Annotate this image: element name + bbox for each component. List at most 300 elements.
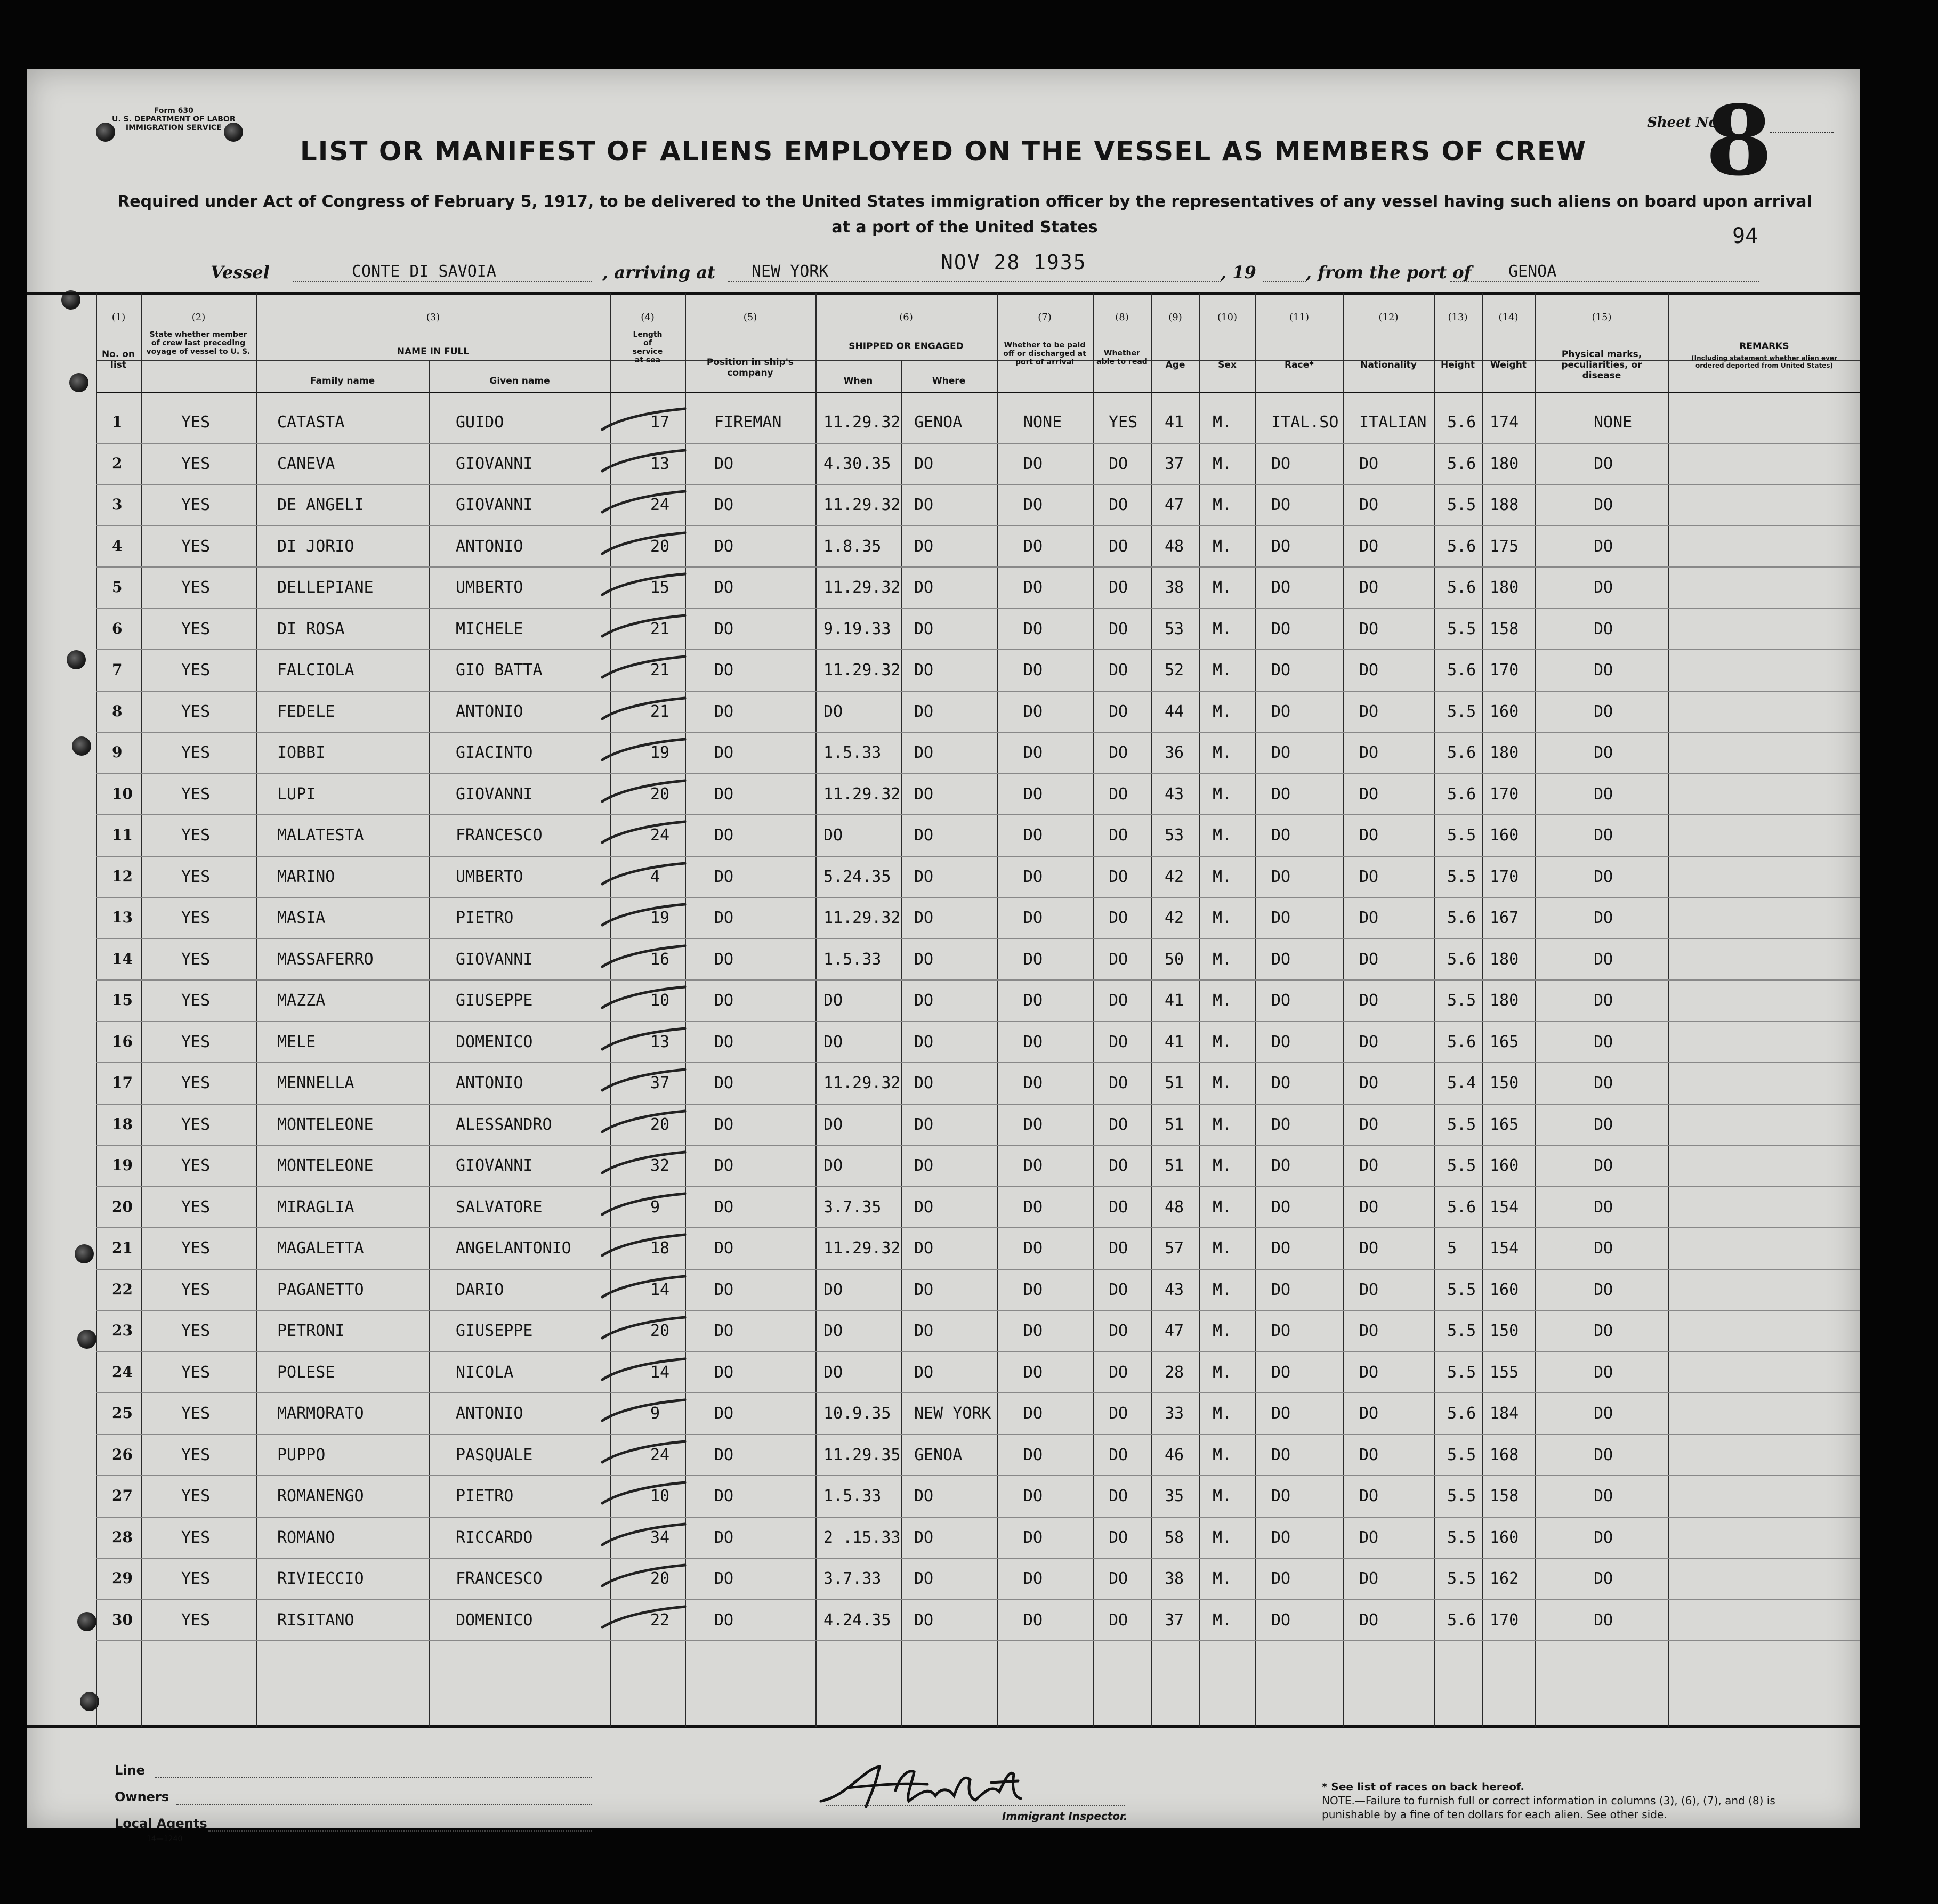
height-cell: 5.5 (1447, 867, 1476, 886)
service-cell: 10 (650, 991, 670, 1010)
weight-cell: 160 (1490, 1156, 1519, 1175)
col-header-race: Race* (1284, 360, 1314, 370)
race-cell: DO (1271, 661, 1291, 679)
height-cell: 5.6 (1447, 784, 1476, 804)
given-name-cell: GIUSEPPE (456, 991, 533, 1010)
pencil-check-mark (597, 984, 688, 1016)
position-cell: DO (714, 1156, 734, 1175)
family-name-cell: MASSAFERRO (277, 950, 374, 969)
shipped-where-cell: DO (914, 826, 934, 845)
voyage-cell: YES (181, 1569, 211, 1588)
given-name-cell: ANTONIO (456, 1404, 523, 1423)
col-number: (8) (1115, 312, 1129, 323)
shipped-when-cell: 1.5.33 (823, 743, 882, 762)
able-to-read-cell: DO (1109, 1445, 1128, 1464)
height-cell: 5.5 (1447, 1280, 1476, 1299)
shipped-when-cell: DO (823, 826, 843, 845)
page-subtitle: Required under Act of Congress of February 5, 1917, to be delivered to the United States immigration officer by the representatives of any vessel having such aliens on board upon arrival at a port of the United States (117, 192, 1812, 237)
service-cell: 16 (650, 950, 670, 969)
table-row (27, 1063, 1860, 1104)
shipped-when-cell: 9.19.33 (823, 619, 891, 638)
service-cell: 13 (650, 454, 670, 473)
from-dotline (1450, 281, 1759, 282)
col-header-no: No. on list (101, 349, 135, 370)
height-cell: 5.6 (1447, 909, 1476, 927)
able-to-read-cell: DO (1109, 619, 1128, 638)
races-note: * See list of races on back hereof. (1322, 1780, 1525, 1793)
nationality-cell: DO (1359, 1610, 1379, 1630)
no-cell: 5 (112, 578, 123, 596)
given-name-cell: ANTONIO (456, 537, 523, 556)
marks-cell: DO (1594, 702, 1613, 721)
sex-cell: M. (1213, 1569, 1232, 1588)
col-header-nationality: Nationality (1360, 360, 1417, 370)
able-to-read-cell: DO (1109, 1363, 1128, 1382)
service-cell: 20 (650, 1569, 670, 1588)
family-name-cell: CANEVA (277, 454, 335, 473)
table-row (27, 1187, 1860, 1228)
table-row (27, 402, 1860, 443)
table-row (27, 1559, 1860, 1599)
given-name-cell: GIOVANNI (456, 1156, 533, 1175)
height-cell: 5.6 (1447, 578, 1476, 597)
nationality-cell: DO (1359, 619, 1379, 638)
marks-cell: DO (1594, 1322, 1613, 1340)
height-cell: 5.6 (1447, 1404, 1476, 1423)
weight-cell: 158 (1490, 619, 1519, 638)
race-cell: DO (1271, 1445, 1291, 1464)
shipped-where-cell: DO (914, 1322, 934, 1340)
service-cell: 9 (650, 1404, 660, 1423)
inspector-dotline (826, 1805, 1125, 1806)
col-header-weight: Weight (1490, 360, 1527, 370)
weight-cell: 174 (1490, 413, 1519, 432)
shipped-when-cell: 5.24.35 (823, 867, 891, 886)
table-top-border (27, 292, 1860, 295)
position-cell: DO (714, 1528, 734, 1547)
given-name-cell: DOMENICO (456, 1610, 533, 1630)
voyage-cell: YES (181, 1404, 211, 1423)
race-cell: DO (1271, 1528, 1291, 1547)
given-name-cell: UMBERTO (456, 867, 523, 886)
sex-cell: M. (1213, 1610, 1232, 1630)
nationality-cell: DO (1359, 1569, 1379, 1588)
voyage-cell: YES (181, 1322, 211, 1340)
sex-cell: M. (1213, 867, 1232, 886)
able-to-read-cell: DO (1109, 454, 1128, 473)
family-name-cell: ROMANENGO (277, 1487, 364, 1505)
shipped-when-cell: 4.24.35 (823, 1610, 891, 1630)
able-to-read-cell: DO (1109, 1404, 1128, 1423)
col-header-where: Where (932, 376, 966, 386)
pencil-check-mark (597, 1521, 688, 1553)
pencil-check-mark (597, 488, 688, 520)
age-cell: 47 (1165, 496, 1184, 514)
able-to-read-cell: DO (1109, 909, 1128, 927)
col-number: (13) (1448, 312, 1468, 323)
col-number: (7) (1038, 312, 1052, 323)
nationality-cell: DO (1359, 1404, 1379, 1423)
given-name-cell: FRANCESCO (456, 1569, 543, 1588)
paid-off-cell: DO (1023, 537, 1043, 556)
paid-off-cell: DO (1023, 1032, 1043, 1051)
pencil-check-mark (597, 695, 688, 727)
nationality-cell: DO (1359, 496, 1379, 514)
voyage-cell: YES (181, 454, 211, 473)
age-cell: 58 (1165, 1528, 1184, 1547)
shipped-where-cell: DO (914, 496, 934, 514)
service-cell: 22 (650, 1610, 670, 1630)
age-cell: 42 (1165, 909, 1184, 927)
shipped-when-cell: DO (823, 1115, 843, 1134)
sex-cell: M. (1213, 1322, 1232, 1340)
race-cell: DO (1271, 867, 1291, 886)
voyage-cell: YES (181, 1032, 211, 1051)
table-row (27, 526, 1860, 567)
col-number: (12) (1378, 312, 1399, 323)
table-row (27, 692, 1860, 732)
voyage-cell: YES (181, 496, 211, 514)
voyage-cell: YES (181, 661, 211, 679)
table-row (27, 857, 1860, 897)
marks-cell: DO (1594, 991, 1613, 1010)
service-cell: 34 (650, 1528, 670, 1547)
family-name-cell: MALATESTA (277, 826, 364, 845)
pencil-check-mark (597, 612, 688, 644)
given-name-cell: GUIDO (456, 413, 504, 432)
shipped-when-cell: DO (823, 991, 843, 1010)
service-cell: 9 (650, 1197, 660, 1217)
weight-cell: 168 (1490, 1445, 1519, 1464)
shipped-where-cell: DO (914, 1569, 934, 1588)
age-cell: 41 (1165, 991, 1184, 1010)
voyage-cell: YES (181, 413, 211, 432)
pencil-check-mark (597, 447, 688, 479)
nationality-cell: DO (1359, 909, 1379, 927)
position-cell: DO (714, 1239, 734, 1258)
paid-off-cell: DO (1023, 1363, 1043, 1382)
form-number: Form 630 (154, 107, 193, 115)
shipped-where-cell: DO (914, 661, 934, 679)
age-cell: 51 (1165, 1156, 1184, 1175)
age-cell: 38 (1165, 1569, 1184, 1588)
shipped-when-cell: 11.29.35 (823, 1445, 901, 1464)
age-cell: 41 (1165, 413, 1184, 432)
nationality-cell: DO (1359, 1280, 1379, 1299)
table-row (27, 1146, 1860, 1186)
family-name-cell: MIRAGLIA (277, 1197, 354, 1217)
no-cell: 10 (112, 784, 133, 803)
shipped-where-cell: DO (914, 578, 934, 597)
family-name-cell: FEDELE (277, 702, 335, 721)
age-cell: 28 (1165, 1363, 1184, 1382)
service-cell: 20 (650, 537, 670, 556)
shipped-when-cell: DO (823, 1322, 843, 1340)
paid-off-cell: DO (1023, 454, 1043, 473)
table-row (27, 444, 1860, 484)
marks-cell: DO (1594, 784, 1613, 804)
paid-off-cell: DO (1023, 1528, 1043, 1547)
voyage-cell: YES (181, 1280, 211, 1299)
shipped-where-cell: DO (914, 537, 934, 556)
pencil-check-mark (597, 406, 688, 437)
sex-cell: M. (1213, 1528, 1232, 1547)
family-name-cell: DI ROSA (277, 619, 345, 638)
able-to-read-cell: DO (1109, 784, 1128, 804)
marks-cell: DO (1594, 1074, 1613, 1092)
nationality-cell: DO (1359, 1445, 1379, 1464)
no-cell: 25 (112, 1404, 133, 1422)
pencil-check-mark (597, 943, 688, 975)
race-cell: DO (1271, 1032, 1291, 1051)
table-row (27, 1393, 1860, 1434)
nationality-cell: DO (1359, 826, 1379, 845)
no-cell: 14 (112, 950, 133, 968)
position-cell: DO (714, 578, 734, 597)
nationality-cell: DO (1359, 1528, 1379, 1547)
weight-cell: 175 (1490, 537, 1519, 556)
pencil-check-mark (597, 736, 688, 768)
no-cell: 20 (112, 1197, 133, 1216)
race-cell: DO (1271, 1156, 1291, 1175)
marks-cell: DO (1594, 1115, 1613, 1134)
voyage-cell: YES (181, 950, 211, 969)
shipped-when-cell: DO (823, 1280, 843, 1299)
agents-code: 14—1240 (147, 1835, 183, 1843)
age-cell: 51 (1165, 1115, 1184, 1134)
nationality-cell: DO (1359, 1115, 1379, 1134)
age-cell: 53 (1165, 826, 1184, 845)
voyage-cell: YES (181, 702, 211, 721)
voyage-cell: YES (181, 743, 211, 762)
height-cell: 5.4 (1447, 1074, 1476, 1092)
marks-cell: DO (1594, 867, 1613, 886)
height-cell: 5.6 (1447, 1032, 1476, 1051)
shipped-when-cell: DO (823, 1156, 843, 1175)
position-cell: DO (714, 1280, 734, 1299)
age-cell: 36 (1165, 743, 1184, 762)
paid-off-cell: DO (1023, 784, 1043, 804)
weight-cell: 155 (1490, 1363, 1519, 1382)
shipped-where-cell: DO (914, 1528, 934, 1547)
table-row (27, 939, 1860, 980)
pencil-check-mark (597, 1438, 688, 1470)
race-cell: DO (1271, 702, 1291, 721)
voyage-cell: YES (181, 1074, 211, 1092)
age-cell: 57 (1165, 1239, 1184, 1258)
shipped-when-cell: DO (823, 1363, 843, 1382)
able-to-read-cell: DO (1109, 743, 1128, 762)
no-cell: 18 (112, 1115, 133, 1133)
arrival-port: NEW YORK (752, 262, 829, 281)
position-cell: DO (714, 743, 734, 762)
race-cell: DO (1271, 1280, 1291, 1299)
header-bottom-border (96, 392, 1860, 393)
sex-cell: M. (1213, 1115, 1232, 1134)
table-row (27, 1311, 1860, 1351)
sex-cell: M. (1213, 1032, 1232, 1051)
table-row (27, 568, 1860, 608)
table-row (27, 981, 1860, 1021)
sex-cell: M. (1213, 743, 1232, 762)
paid-off-cell: DO (1023, 909, 1043, 927)
service: IMMIGRATION SERVICE (125, 124, 222, 132)
shipped-where-cell: DO (914, 1032, 934, 1051)
weight-cell: 160 (1490, 826, 1519, 845)
family-name-cell: MARINO (277, 867, 335, 886)
weight-cell: 160 (1490, 702, 1519, 721)
weight-cell: 150 (1490, 1322, 1519, 1340)
family-name-cell: PUPPO (277, 1445, 326, 1464)
no-cell: 24 (112, 1363, 133, 1381)
family-name-cell: PAGANETTO (277, 1280, 364, 1299)
family-name-cell: DELLEPIANE (277, 578, 374, 597)
marks-cell: DO (1594, 743, 1613, 762)
sex-cell: M. (1213, 1363, 1232, 1382)
nationality-cell: DO (1359, 1363, 1379, 1382)
no-cell: 3 (112, 496, 123, 513)
marks-cell: DO (1594, 1280, 1613, 1299)
given-name-cell: GIUSEPPE (456, 1322, 533, 1340)
paid-off-cell: DO (1023, 1197, 1043, 1217)
race-cell: DO (1271, 1239, 1291, 1258)
family-name-cell: FALCIOLA (277, 661, 354, 679)
table-row (27, 1228, 1860, 1269)
no-cell: 30 (112, 1610, 133, 1628)
race-cell: DO (1271, 909, 1291, 927)
weight-cell: 180 (1490, 454, 1519, 473)
col-header-marks: Physical marks, peculiarities, or disease (1561, 349, 1642, 381)
race-cell: DO (1271, 454, 1291, 473)
voyage-cell: YES (181, 1487, 211, 1505)
col-header-shipped: SHIPPED OR ENGAGED (849, 341, 964, 352)
paid-off-cell: DO (1023, 1610, 1043, 1630)
able-to-read-cell: DO (1109, 1528, 1128, 1547)
col-header-age: Age (1165, 360, 1185, 370)
voyage-cell: YES (181, 1239, 211, 1258)
service-cell: 21 (650, 619, 670, 638)
position-cell: DO (714, 1032, 734, 1051)
paid-off-cell: DO (1023, 867, 1043, 886)
marks-cell: DO (1594, 950, 1613, 969)
height-cell: 5.5 (1447, 1528, 1476, 1547)
given-name-cell: DOMENICO (456, 1032, 533, 1051)
given-name-cell: PIETRO (456, 1487, 514, 1505)
family-name-cell: ROMANO (277, 1528, 335, 1547)
age-cell: 51 (1165, 1074, 1184, 1092)
given-name-cell: GIOVANNI (456, 950, 533, 969)
pencil-check-mark (597, 1273, 688, 1305)
marks-cell: DO (1594, 1569, 1613, 1588)
service-cell: 15 (650, 578, 670, 597)
race-cell: DO (1271, 1487, 1291, 1505)
service-cell: 20 (650, 1322, 670, 1340)
weight-cell: 180 (1490, 578, 1519, 597)
height-cell: 5.6 (1447, 454, 1476, 473)
position-cell: DO (714, 1115, 734, 1134)
service-cell: 32 (650, 1156, 670, 1175)
shipped-where-cell: DO (914, 454, 934, 473)
col-header-given: Given name (489, 376, 550, 386)
table-row (27, 1518, 1860, 1558)
able-to-read-cell: DO (1109, 1115, 1128, 1134)
family-name-cell: DE ANGELI (277, 496, 364, 514)
weight-cell: 150 (1490, 1074, 1519, 1092)
year-label: , 19 (1221, 262, 1256, 282)
shipped-when-cell: 3.7.35 (823, 1197, 882, 1217)
weight-cell: 180 (1490, 950, 1519, 969)
col-header-height: Height (1441, 360, 1475, 370)
no-cell: 27 (112, 1487, 133, 1504)
marks-cell: DO (1594, 1363, 1613, 1382)
pencil-check-mark (597, 1479, 688, 1511)
sex-cell: M. (1213, 413, 1232, 432)
table-row (27, 650, 1860, 691)
position-cell: DO (714, 950, 734, 969)
shipped-where-cell: DO (914, 1074, 934, 1092)
shipped-where-cell: DO (914, 619, 934, 638)
no-cell: 6 (112, 619, 123, 637)
voyage-cell: YES (181, 1363, 211, 1382)
pencil-check-mark (597, 1025, 688, 1057)
given-name-cell: RICCARDO (456, 1528, 533, 1547)
sex-cell: M. (1213, 537, 1232, 556)
sex-cell: M. (1213, 1239, 1232, 1258)
table-row (27, 1476, 1860, 1517)
family-name-cell: MASIA (277, 909, 326, 927)
fine-note: NOTE.—Failure to furnish full or correct information in columns (3), (6), (7), and (8) is punishable by a fine of ten dollars for each alien. See other side. (1322, 1794, 1775, 1821)
no-cell: 15 (112, 991, 133, 1009)
shipped-where-cell: GENOA (914, 413, 963, 432)
date-stamp: NOV 28 1935 (941, 250, 1087, 274)
family-name-cell: POLESE (277, 1363, 335, 1382)
height-cell: 5.5 (1447, 991, 1476, 1010)
shipped-where-cell: DO (914, 1487, 934, 1505)
position-cell: DO (714, 1322, 734, 1340)
service-cell: 37 (650, 1074, 670, 1092)
nationality-cell: DO (1359, 1156, 1379, 1175)
age-cell: 35 (1165, 1487, 1184, 1505)
position-cell: DO (714, 454, 734, 473)
nationality-cell: DO (1359, 578, 1379, 597)
pencil-check-mark (597, 1190, 688, 1222)
shipped-where-cell: DO (914, 1610, 934, 1630)
position-cell: DO (714, 619, 734, 638)
age-cell: 50 (1165, 950, 1184, 969)
no-cell: 2 (112, 454, 123, 472)
col-number: (9) (1168, 312, 1182, 323)
height-cell: 5.6 (1447, 661, 1476, 679)
sex-cell: M. (1213, 619, 1232, 638)
paid-off-cell: DO (1023, 578, 1043, 597)
marks-cell: DO (1594, 537, 1613, 556)
table-row (27, 815, 1860, 856)
service-cell: 4 (650, 867, 660, 886)
marks-cell: DO (1594, 619, 1613, 638)
able-to-read-cell: DO (1109, 1569, 1128, 1588)
marks-cell: DO (1594, 1032, 1613, 1051)
shipped-when-cell: 10.9.35 (823, 1404, 891, 1423)
sex-cell: M. (1213, 661, 1232, 679)
vessel-line (160, 250, 1759, 289)
height-cell: 5.6 (1447, 1610, 1476, 1630)
race-cell: DO (1271, 1363, 1291, 1382)
height-cell: 5.6 (1447, 413, 1476, 432)
position-cell: DO (714, 1404, 734, 1423)
agents-dotline (208, 1830, 592, 1832)
race-cell: DO (1271, 991, 1291, 1010)
given-name-cell: PIETRO (456, 909, 514, 927)
